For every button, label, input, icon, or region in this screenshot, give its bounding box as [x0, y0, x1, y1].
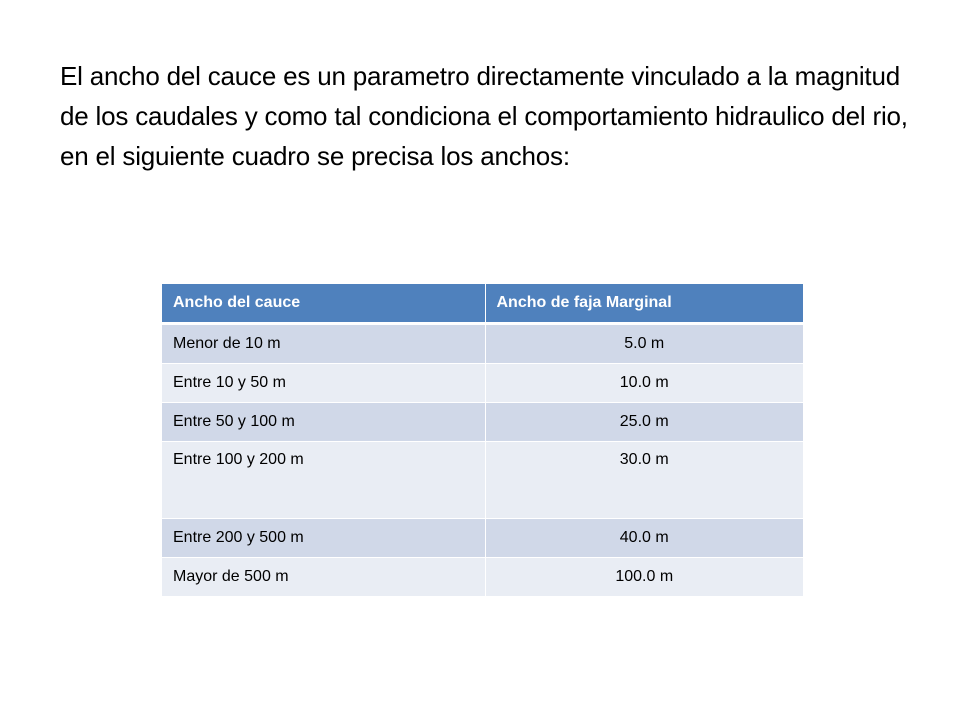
table-row	[162, 364, 803, 403]
table-row	[162, 324, 803, 364]
channel-width-cell: Entre 10 y 50 m	[162, 364, 485, 403]
table-row	[162, 403, 803, 442]
channel-width-cell: Entre 50 y 100 m	[162, 403, 485, 442]
table-row	[162, 558, 803, 597]
channel-width-table	[162, 284, 803, 596]
header-channel-width: Ancho del cauce	[162, 284, 485, 324]
header-marginal-strip-width: Ancho de faja Marginal	[485, 284, 803, 324]
channel-width-cell: Menor de 10 m	[162, 324, 485, 364]
strip-width-cell: 30.0 m	[485, 442, 803, 519]
intro-paragraph: El ancho del cauce es un parametro directamente vinculado a la magnitud de los caudales y como tal condiciona el comportamiento hidraulico del rio, en el siguiente cuadro se precisa los anchos:	[60, 61, 908, 171]
strip-width-cell: 100.0 m	[485, 558, 803, 597]
table-row	[162, 442, 803, 519]
channel-width-cell: Entre 100 y 200 m	[162, 442, 485, 519]
strip-width-cell: 25.0 m	[485, 403, 803, 442]
table-row	[162, 519, 803, 558]
strip-width-cell: 5.0 m	[485, 324, 803, 364]
strip-width-cell: 40.0 m	[485, 519, 803, 558]
channel-width-cell: Mayor de 500 m	[162, 558, 485, 597]
strip-width-cell: 10.0 m	[485, 364, 803, 403]
channel-width-cell: Entre 200 y 500 m	[162, 519, 485, 558]
table-header-row	[162, 284, 803, 324]
